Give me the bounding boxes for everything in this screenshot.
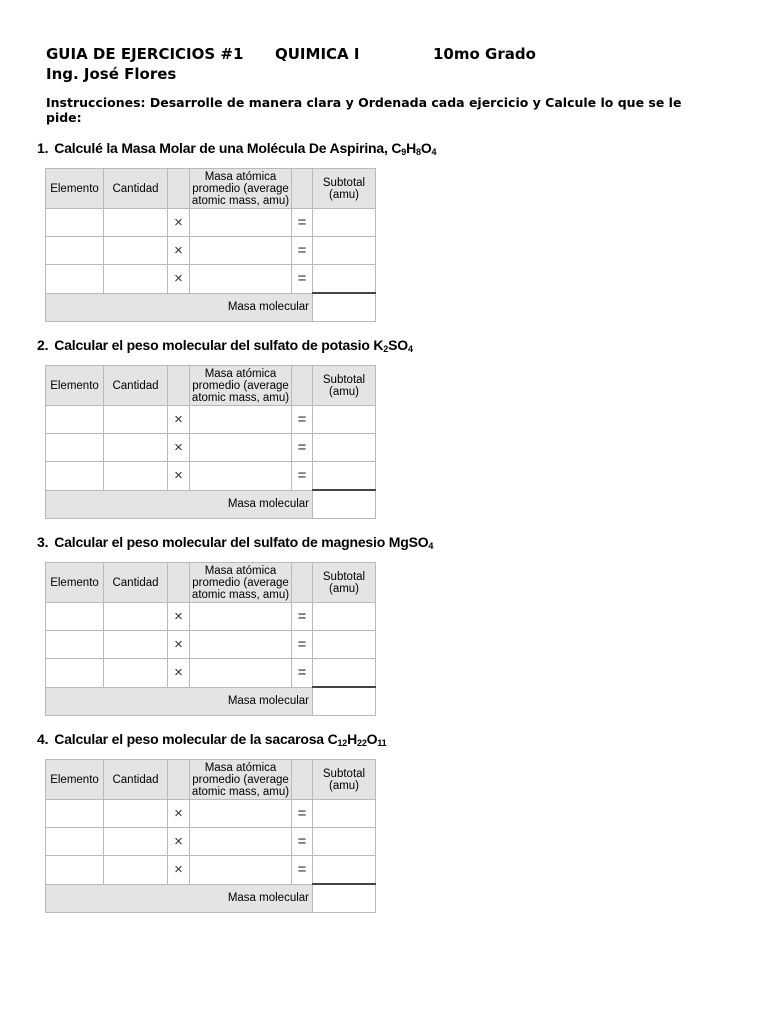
atomic-mass-cell[interactable] [190,800,292,828]
element-cell[interactable] [46,856,104,885]
total-row [46,884,376,913]
header-blank [168,563,190,603]
atomic-mass-cell[interactable] [190,828,292,856]
header-masa-atomica: Masa atómica promedio (average atomic mass, amu) [190,563,292,603]
molar-mass-table [45,759,376,913]
header-cantidad: Cantidad [104,169,168,209]
masa-molecular-label: Masa molecular [46,884,313,913]
question-heading [37,140,436,157]
equals-sign: = [292,209,313,237]
quantity-cell[interactable] [104,659,168,688]
element-cell[interactable] [46,631,104,659]
table-row [46,237,376,265]
header-masa-atomica: Masa atómica promedio (average atomic mass, amu) [190,169,292,209]
header-subtotal: Subtotal (amu) [313,366,376,406]
table-row [46,631,376,659]
question-number: 1. [37,140,49,156]
atomic-mass-cell[interactable] [190,406,292,434]
times-sign: × [168,209,190,237]
element-cell[interactable] [46,462,104,491]
subtotal-cell[interactable] [313,659,376,688]
table-row [46,462,376,491]
chemical-formula: $C_9H_8O_4$ [391,140,437,157]
times-sign: × [168,800,190,828]
question-text: Calcular el peso molecular del sulfato de potasio [54,337,374,353]
equals-sign: = [292,828,313,856]
table-row [46,828,376,856]
element-cell[interactable] [46,237,104,265]
subtotal-cell[interactable] [313,237,376,265]
question-text: Calcular el peso molecular del sulfato de magnesio [54,534,389,550]
document-header [46,44,686,84]
total-row [46,687,376,716]
header-blank [292,760,313,800]
molar-mass-table [45,365,376,519]
masa-molecular-label: Masa molecular [46,293,313,322]
equals-sign: = [292,659,313,688]
table-row [46,603,376,631]
element-cell[interactable] [46,800,104,828]
times-sign: × [168,406,190,434]
question-text: Calcular el peso molecular de la sacarosa [54,731,328,747]
guide-title: GUIA DE EJERCICIOS #1 [46,45,244,63]
quantity-cell[interactable] [104,631,168,659]
header-blank [168,760,190,800]
header-elemento: Elemento [46,169,104,209]
equals-sign: = [292,631,313,659]
element-cell[interactable] [46,659,104,688]
quantity-cell[interactable] [104,434,168,462]
subtotal-cell[interactable] [313,406,376,434]
quantity-cell[interactable] [104,209,168,237]
header-blank [292,169,313,209]
header-subtotal: Subtotal (amu) [313,169,376,209]
equals-sign: = [292,856,313,885]
header-subtotal: Subtotal (amu) [313,563,376,603]
times-sign: × [168,237,190,265]
element-cell[interactable] [46,406,104,434]
chemical-formula: MgSO$_4$ [388,534,434,551]
table-row [46,265,376,294]
teacher-name: Ing. José Flores [46,65,177,83]
subtotal-cell[interactable] [313,265,376,294]
quantity-cell[interactable] [104,265,168,294]
element-cell[interactable] [46,828,104,856]
quantity-cell[interactable] [104,406,168,434]
table-row [46,406,376,434]
table-row [46,434,376,462]
element-cell[interactable] [46,434,104,462]
equals-sign: = [292,462,313,491]
total-row [46,293,376,322]
quantity-cell[interactable] [104,828,168,856]
question-number: 2. [37,337,49,353]
grade-label: 10mo Grado [433,45,536,63]
masa-molecular-label: Masa molecular [46,490,313,519]
atomic-mass-cell[interactable] [190,856,292,885]
question-number: 4. [37,731,49,747]
table-row [46,659,376,688]
equals-sign: = [292,800,313,828]
subtotal-cell[interactable] [313,631,376,659]
element-cell[interactable] [46,603,104,631]
masa-molecular-cell[interactable] [313,884,376,913]
table-row [46,209,376,237]
chemical-formula: $K_2SO_4$ [373,337,413,354]
quantity-cell[interactable] [104,237,168,265]
masa-molecular-cell[interactable] [313,293,376,322]
header-masa-atomica: Masa atómica promedio (average atomic mass, amu) [190,366,292,406]
atomic-mass-cell[interactable] [190,603,292,631]
subtotal-cell[interactable] [313,209,376,237]
chemical-formula: $C_{12}H_{22}O_{11}$ [327,731,387,748]
subject-label: QUIMICA I [275,45,360,63]
total-row [46,490,376,519]
subtotal-cell[interactable] [313,828,376,856]
atomic-mass-cell[interactable] [190,462,292,491]
header-masa-atomica: Masa atómica promedio (average atomic mass, amu) [190,760,292,800]
quantity-cell[interactable] [104,462,168,491]
header-blank [292,366,313,406]
question-number: 3. [37,534,49,550]
header-elemento: Elemento [46,563,104,603]
question-text: Calculé la Masa Molar de una Molécula De Aspirina, [54,140,392,156]
atomic-mass-cell[interactable] [190,659,292,688]
header-elemento: Elemento [46,760,104,800]
times-sign: × [168,659,190,688]
header-blank [168,366,190,406]
atomic-mass-cell[interactable] [190,209,292,237]
question-heading [37,337,413,354]
atomic-mass-cell[interactable] [190,237,292,265]
element-cell[interactable] [46,265,104,294]
instructions: Instrucciones: Desarrolle de manera clara y Ordenada cada ejercicio y Calcule lo que se le pide: [46,95,682,125]
subtotal-cell[interactable] [313,603,376,631]
equals-sign: = [292,434,313,462]
quantity-cell[interactable] [104,800,168,828]
atomic-mass-cell[interactable] [190,434,292,462]
header-cantidad: Cantidad [104,563,168,603]
times-sign: × [168,828,190,856]
header-elemento: Elemento [46,366,104,406]
header-subtotal: Subtotal (amu) [313,760,376,800]
equals-sign: = [292,237,313,265]
header-cantidad: Cantidad [104,366,168,406]
equals-sign: = [292,406,313,434]
header-cantidad: Cantidad [104,760,168,800]
atomic-mass-cell[interactable] [190,265,292,294]
times-sign: × [168,856,190,885]
element-cell[interactable] [46,209,104,237]
times-sign: × [168,434,190,462]
table-row [46,856,376,885]
times-sign: × [168,265,190,294]
masa-molecular-cell[interactable] [313,687,376,716]
question-heading [37,534,433,551]
masa-molecular-cell[interactable] [313,490,376,519]
quantity-cell[interactable] [104,856,168,885]
header-blank [292,563,313,603]
masa-molecular-label: Masa molecular [46,687,313,716]
molar-mass-table [45,562,376,716]
times-sign: × [168,603,190,631]
question-heading [37,731,387,748]
atomic-mass-cell[interactable] [190,631,292,659]
molar-mass-table [45,168,376,322]
table-row [46,800,376,828]
equals-sign: = [292,265,313,294]
times-sign: × [168,462,190,491]
header-blank [168,169,190,209]
subtotal-cell[interactable] [313,434,376,462]
subtotal-cell[interactable] [313,856,376,885]
times-sign: × [168,631,190,659]
equals-sign: = [292,603,313,631]
quantity-cell[interactable] [104,603,168,631]
subtotal-cell[interactable] [313,800,376,828]
subtotal-cell[interactable] [313,462,376,491]
